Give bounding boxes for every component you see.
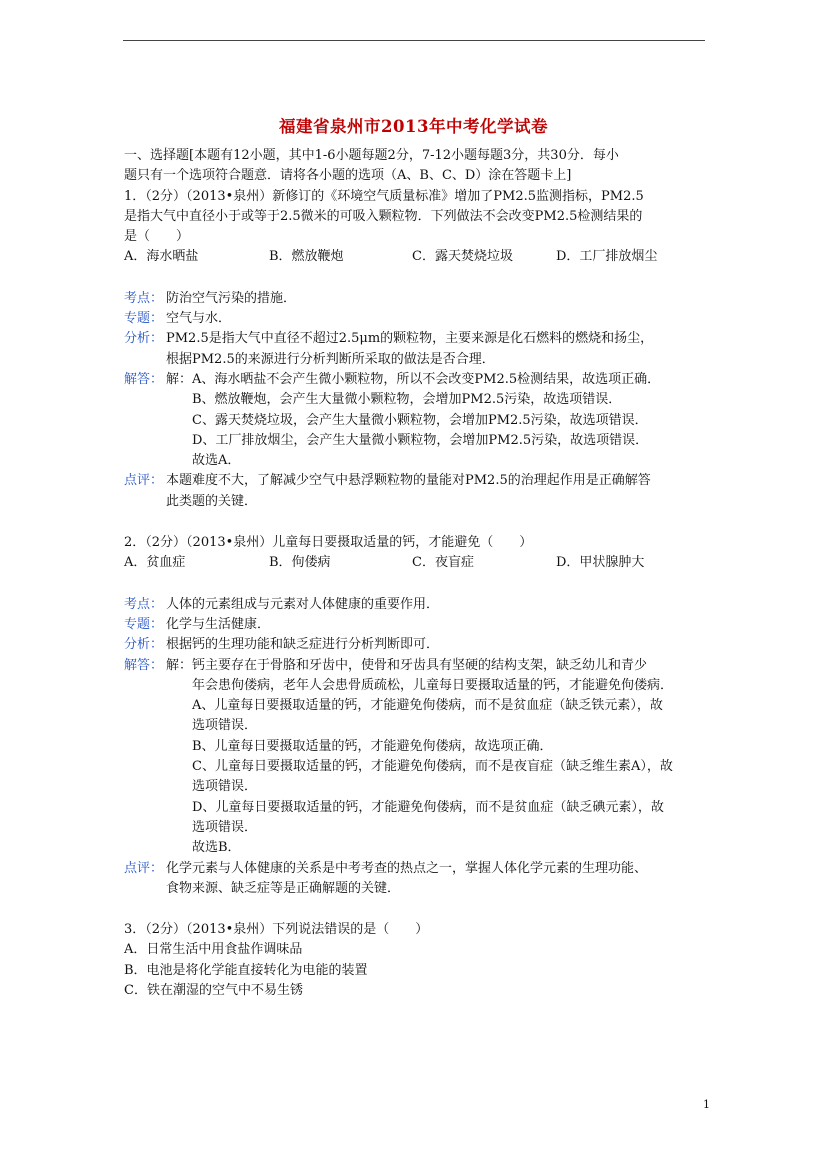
kaodian-text: 人体的元素组成与元素对人体健康的重要作用． (166, 596, 440, 612)
question-stem: 是（ ） (124, 229, 190, 245)
fenxi-text: 根据钙的生理功能和缺乏症进行分析判断即可． (166, 637, 440, 653)
zhuanti-row (124, 615, 714, 635)
fenxi-row (124, 329, 714, 370)
question-1 (124, 187, 714, 512)
dianping-row (124, 859, 714, 900)
kaodian-text: 防治空气污染的措施． (166, 290, 297, 306)
question-stem: 3．（2分）（2013•泉州）下列说法错误的是（ ） (124, 922, 429, 938)
fenxi-row (124, 635, 714, 655)
option-d: D．甲状腺肿大 (556, 555, 645, 571)
question-stem: 1．（2分）（2013•泉州）新修订的《环境空气质量标准》增加了PM2.5监测指标，PM2.5 (124, 188, 644, 204)
option-c: C．夜盲症 (412, 555, 474, 571)
fenxi-label: 分析： (124, 331, 164, 347)
dianping-row (124, 471, 714, 512)
zhuanti-label: 专题： (124, 616, 164, 632)
zhuanti-text: 空气与水． (166, 311, 232, 327)
jieda-label: 解答： (124, 657, 164, 673)
jieda-line: 选项错误． (192, 819, 258, 835)
jieda-line: 解：钙主要存在于骨胳和牙齿中，使骨和牙齿具有坚硬的结构支架，缺乏幼儿和青少 (166, 657, 648, 673)
options-row (124, 247, 714, 267)
question-stem: 是指大气中直径小于或等于2.5微米的可吸入颗粒物．下列做法不会改变PM2.5检测结果的 (124, 208, 643, 224)
question-stem: 2．（2分）（2013•泉州）儿童每日要摄取适量的钙，才能避免（ ） (124, 535, 533, 551)
question-2 (124, 533, 714, 899)
kaodian-row (124, 595, 714, 615)
jieda-line: C、露天焚烧垃圾，会产生大量微小颗粒物，会增加PM2.5污染，故选项错误． (192, 412, 648, 428)
kaodian-row (124, 289, 714, 309)
jieda-line: 选项错误． (192, 718, 258, 734)
section-header-line: 一、选择题[本题有12小题，其中1-6小题每题2分，7-12小题每题3分，共30分．每小 (124, 148, 619, 163)
jieda-line: B、燃放鞭炮，会产生大量微小颗粒物，会增加PM2.5污染，故选项错误． (192, 392, 622, 408)
jieda-row (124, 656, 714, 859)
dianping-label: 点评： (124, 473, 164, 489)
fenxi-line: PM2.5是指大气中直径不超过2.5μm的颗粒物，主要来源是化石燃料的燃烧和扬尘， (166, 331, 654, 347)
jieda-line: D、工厂排放烟尘，会产生大量微小颗粒物，会增加PM2.5污染，故选项错误． (192, 432, 649, 448)
option-b: B．电池是将化学能直接转化为电能的装置 (124, 962, 368, 978)
jieda-row (124, 370, 714, 471)
fenxi-label: 分析： (124, 637, 164, 653)
dianping-line: 此类题的关键． (166, 493, 258, 509)
jieda-label: 解答： (124, 371, 164, 387)
dianping-line: 食物来源、缺乏症等是正确解题的关键． (166, 880, 401, 896)
option-b: B．燃放鞭炮 (269, 249, 344, 265)
exam-content (124, 146, 714, 1001)
header-rule (123, 40, 705, 41)
option-d: D．工厂排放烟尘 (556, 249, 658, 265)
kaodian-label: 考点： (124, 596, 164, 612)
zhuanti-row (124, 309, 714, 329)
option-c: C．露天焚烧垃圾 (412, 249, 513, 265)
jieda-line: 年会患佝偻病，老年人会患骨质疏松，儿童每日要摄取适量的钙，才能避免佝偻病． (192, 677, 674, 693)
dianping-line: 本题难度不大，了解减少空气中悬浮颗粒物的量能对PM2.5的治理起作用是正确解答 (166, 473, 651, 489)
jieda-line: D、儿童每日要摄取适量的钙，才能避免佝偻病，而不是贫血症（缺乏碘元素），故 (192, 799, 664, 815)
section-header-line: 题只有一个选项符合题意．请将各小题的选项（A、B、C、D）涂在答题卡上] (124, 168, 572, 184)
jieda-line: 选项错误． (192, 779, 258, 795)
option-c: C．铁在潮湿的空气中不易生锈 (124, 982, 303, 998)
options-row (124, 553, 714, 573)
page-number: 1 (703, 1098, 710, 1111)
dianping-label: 点评： (124, 860, 164, 876)
question-3 (124, 920, 714, 1001)
zhuanti-text: 化学与生活健康． (166, 616, 271, 632)
page-title: 福建省泉州市2013年中考化学试卷 (279, 117, 548, 136)
jieda-line: A、儿童每日要摄取适量的钙，才能避免佝偻病，而不是贫血症（缺乏铁元素），故 (192, 698, 663, 714)
option-a: A．日常生活中用食盐作调味品 (124, 942, 303, 958)
option-b: B．佝偻病 (269, 555, 331, 571)
kaodian-label: 考点： (124, 290, 164, 306)
jieda-line: 故选B． (192, 840, 241, 856)
option-a: A．贫血症 (124, 555, 186, 571)
jieda-line: C、儿童每日要摄取适量的钙，才能避免佝偻病，而不是夜盲症（缺乏维生素A），故 (192, 759, 673, 775)
jieda-line: 故选A． (192, 453, 241, 469)
option-a: A．海水晒盐 (124, 249, 199, 265)
jieda-line: 解：A、海水晒盐不会产生微小颗粒物，所以不会改变PM2.5检测结果，故选项正确． (166, 371, 661, 387)
zhuanti-label: 专题： (124, 311, 164, 327)
jieda-line: B、儿童每日要摄取适量的钙，才能避免佝偻病，故选项正确． (192, 738, 553, 754)
dianping-line: 化学元素与人体健康的关系是中考考查的热点之一，掌握人体化学元素的生理功能、 (166, 860, 648, 876)
fenxi-line: 根据PM2.5的来源进行分析判断所采取的做法是否合理． (166, 351, 495, 367)
